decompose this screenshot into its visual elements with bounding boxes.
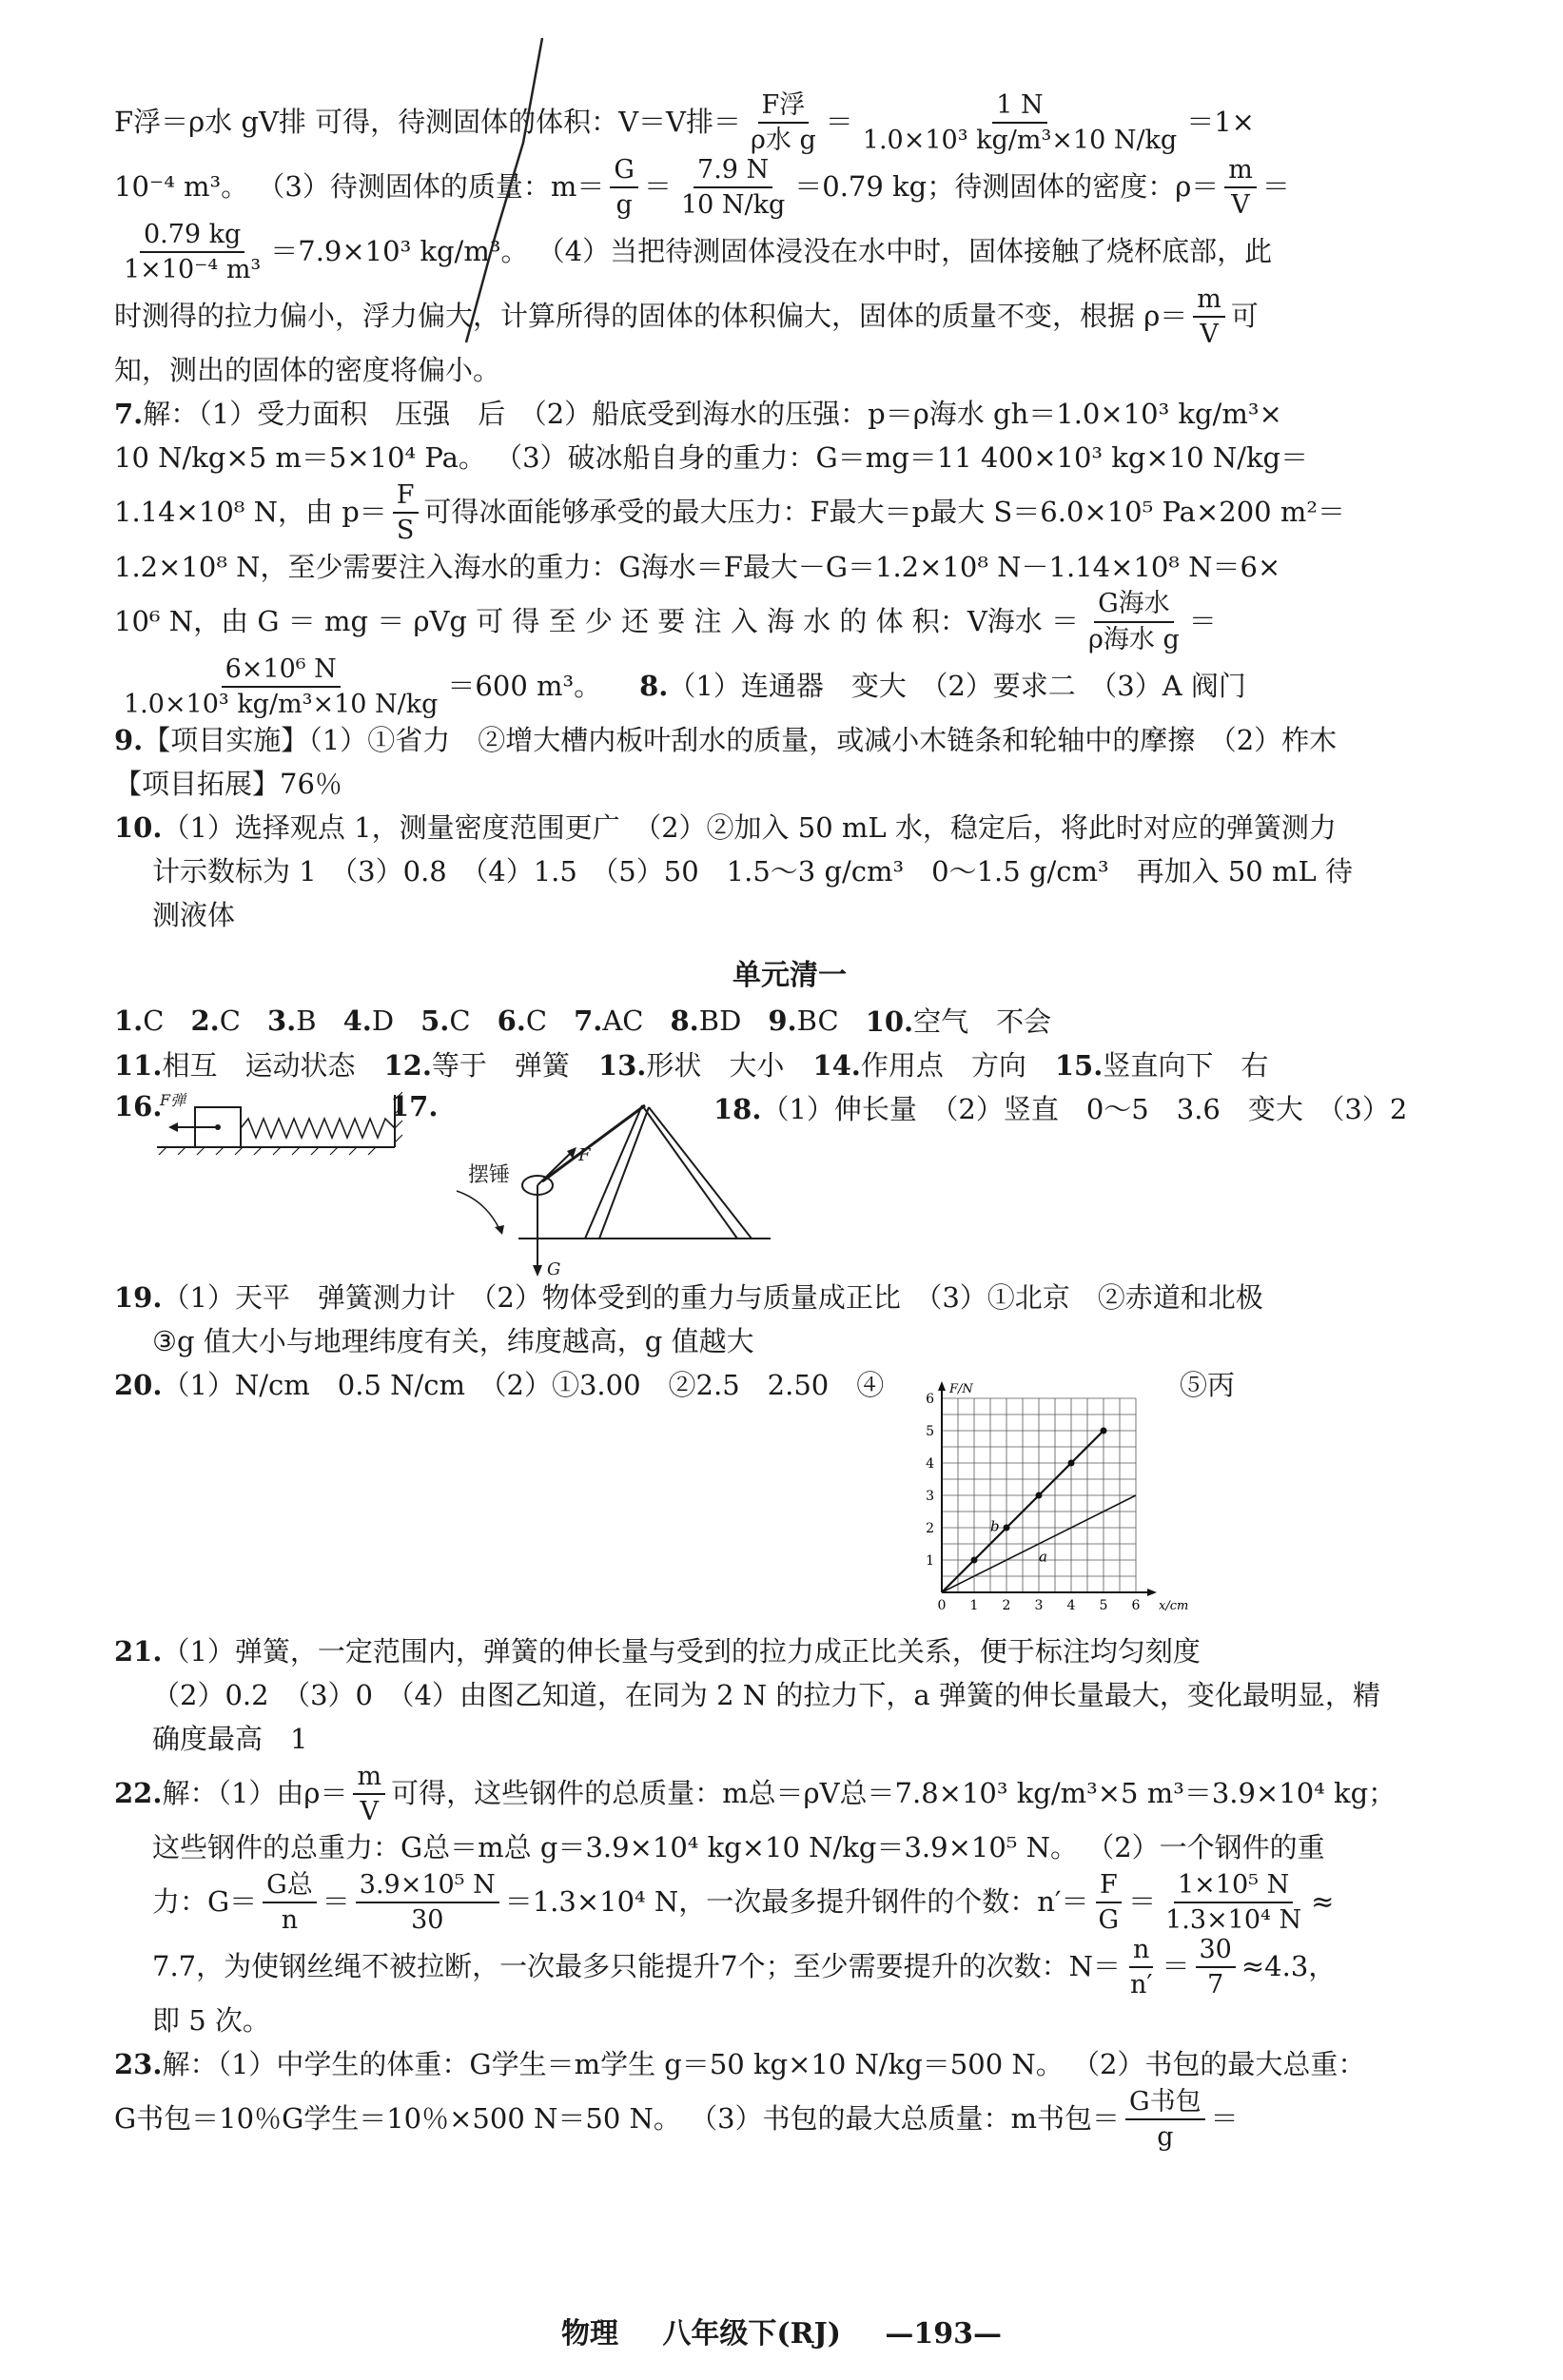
y-tick-label: 1 xyxy=(926,1552,934,1569)
fraction: $\frac{\text{1×10⁵ N}}{\text{1.3×10⁴ N}}$ xyxy=(1165,1869,1302,1935)
page-number: —193— xyxy=(885,2317,1003,2351)
text-line: 力：G＝ $\frac{\text{G总}}{n}$ ＝ $\frac{\text{3.9×10⁵ N}}{30}$ ＝1.3×10⁴ N，一次最多提升钢件的个数：n′＝ $\frac{F}{G}$ ＝ $\frac{\text{1×10⁵ N}}{\text{1.3×10⁴ N}}$ ≈ xyxy=(152,1869,1335,1935)
x-tick-label: 6 xyxy=(1131,1597,1141,1613)
fraction: $\frac{30}{7}$ xyxy=(1196,1935,1236,2000)
fraction: $\frac{1 N}{\text{1.0×10³ kg/m³×10 N/kg}}$ xyxy=(862,90,1178,156)
data-point xyxy=(1101,1427,1107,1434)
text-line: $\frac{0.79 kg}{\text{1×10⁻⁴ m³}}$ ＝7.9×10³ kg/m³。 （4）当把待测固体浸没在水中时，固体接触了烧杯底部，此 xyxy=(114,220,1465,284)
mc-item: 2.C xyxy=(190,1004,241,1037)
mc-item: 8.BD xyxy=(670,1004,742,1037)
force-extension-chart xyxy=(904,1364,1189,1621)
question-21: 21. （1）弹簧，一定范围内，弹簧的伸长量与受到的拉力成正比关系，便于标注均匀刻度 xyxy=(114,1634,1201,1668)
mc-item: 4.D xyxy=(342,1004,395,1037)
text-line: 10 N/kg×5 m＝5×10⁴ Pa。 （3）破冰船自身的重力：G＝mg＝11 400×10³ kg×10 N/kg＝ xyxy=(114,441,1309,475)
y-tick-label: 3 xyxy=(926,1488,934,1504)
x-axis-arrow xyxy=(1147,1589,1157,1596)
text-line: F浮＝ρ水 gV排 可得，待测固体的体积：V＝V排＝ $\frac{\text{F浮}}{\text{ρ水 g}}$ ＝ $\frac{1 N}{\text{1.0×10³ kg/m³×10 N/kg}}$ ＝1× xyxy=(114,90,1255,156)
fill-item: 14.作用点 方向 xyxy=(812,1049,1026,1083)
text-line: 10⁶ N，由 G ＝ mg ＝ ρVg 可 得 至 少 还 要 注 入 海 水 的 体 积：V海水 ＝ $\frac{\text{G海水}}{\text{ρ海水 g}}$ ＝ xyxy=(114,589,1217,654)
y-tick-label: 6 xyxy=(926,1391,934,1407)
text-line: （2）0.2 （3）0 （4）由图乙知道，在同为 2 N 的拉力下，a 弹簧的伸长量最大，变化最明显，精 xyxy=(152,1678,1380,1711)
text-line: 1.2×10⁸ N，至少需要注入海水的重力：G海水＝F最大－G＝1.2×10⁸ N－1.14×10⁸ N＝6× xyxy=(114,550,1281,583)
question-9: 9. 【项目实施】（1）①省力 ②增大槽内板叶刮水的质量，或减小木链条和轮轴中的摩擦 （2）柞木 xyxy=(114,723,1338,756)
text-line: $\frac{\text{6×10⁶ N}}{\text{1.0×10³ kg/m³×10 N/kg}}$ ＝600 m³。 8. （1）连通器 变大 （2）要求二 （3）A 阀门 xyxy=(114,654,1465,719)
fraction: $\frac{0.79 kg}{\text{1×10⁻⁴ m³}}$ xyxy=(124,220,262,285)
data-point xyxy=(1036,1492,1043,1498)
x-tick-label: 5 xyxy=(1099,1597,1108,1613)
question-10: 10. （1）选择观点 1，测量密度范围更广 （2）②加入 50 mL 水，稳定后，将此时对应的弹簧测力 xyxy=(114,810,1337,844)
fraction: $\frac{\text{F浮}}{\text{ρ水 g}}$ xyxy=(751,90,816,156)
mc-item: 7.AC xyxy=(574,1004,644,1037)
text-line: 测液体 xyxy=(152,898,236,931)
fill-item: 13.形状 大小 xyxy=(597,1049,785,1083)
grade: 八年级下(RJ) xyxy=(662,2317,841,2351)
text-line: 10⁻⁴ m³。 （3）待测固体的质量：m＝ $\frac{G}{g}$ ＝ $\frac{7.9 N}{10 N/kg}$ ＝0.79 kg；待测固体的密度：ρ＝ $\frac{m}{V}$ ＝ xyxy=(114,155,1290,221)
fraction: $\frac{G}{g}$ xyxy=(610,155,638,220)
fraction: $\frac{F}{S}$ xyxy=(393,480,419,545)
text-line: 时测得的拉力偏小，浮力偏大，计算所得的固体的体积偏大，固体的质量不变，根据 ρ＝ $\frac{m}{V}$ 可 xyxy=(114,284,1259,350)
series-label: a xyxy=(1039,1548,1047,1566)
text-line: 1.14×10⁸ N，由 p＝ $\frac{F}{S}$ 可得冰面能够承受的最大压力：F最大＝p最大 S＝6.0×10⁵ Pa×200 m²＝ xyxy=(114,480,1345,546)
page-footer xyxy=(0,2310,1563,2351)
mc-item: 10.空气 不会 xyxy=(865,1005,1052,1039)
fraction: $\frac{m}{V}$ xyxy=(1224,155,1257,220)
y-tick-label: 5 xyxy=(926,1423,934,1439)
x-tick-label: 3 xyxy=(1034,1597,1044,1613)
section-title: 单元清一 xyxy=(733,958,847,992)
fraction: $\frac{m}{V}$ xyxy=(1193,284,1225,349)
question-20: 20.（1）N/cm 0.5 N/cm （2）①3.00 ②2.5 2.50 ④ ⑤丙 0 1 2 3 4 5 6 1 2 3 4 5 6 x/cm F/N b a xyxy=(114,1364,1465,1630)
x-tick-label: 4 xyxy=(1066,1597,1076,1613)
fraction: $\frac{\text{6×10⁶ N}}{\text{1.0×10³ kg/m³×10 N/kg}}$ xyxy=(124,654,439,719)
figure-row: 16. F弹 17. 摆锤 F G 18.（1）伸长量 （2）竖直 0～5 3.6 变大 （3）2 xyxy=(114,1086,1465,1277)
fill-answers xyxy=(114,1043,1465,1086)
data-point xyxy=(971,1556,978,1563)
mc-item: 5.C xyxy=(420,1004,471,1037)
text-line: 确度最高 1 xyxy=(152,1722,308,1755)
mc-item: 1.C xyxy=(114,1004,165,1037)
answer-page xyxy=(114,90,1465,2152)
force-label: F弹 xyxy=(160,1090,186,1109)
mc-answers xyxy=(114,999,1465,1043)
fraction: $\frac{F}{G}$ xyxy=(1095,1870,1123,1935)
spring-diagram xyxy=(157,1090,404,1157)
text-line: 【项目拓展】76％ xyxy=(114,767,342,800)
text-line: 知，测出的固体的密度将偏小。 xyxy=(114,354,501,387)
x-tick-label: 2 xyxy=(1002,1597,1011,1613)
x-axis-label: x/cm xyxy=(1159,1598,1189,1613)
fill-item: 12.等于 弹簧 xyxy=(383,1049,570,1083)
mc-item: 6.C xyxy=(497,1004,548,1037)
y-axis-arrow xyxy=(938,1381,946,1391)
series-label: b xyxy=(990,1517,1000,1535)
mc-item: 9.BC xyxy=(768,1004,839,1037)
gravity-label: G xyxy=(547,1258,561,1279)
fill-item: 11.相互 运动状态 xyxy=(114,1049,356,1083)
question-7: 7. 解：（1）受力面积 压强 后 （2）船底受到海水的压强：p＝ρ海水 gh＝1.0×10³ kg/m³× xyxy=(114,398,1282,431)
question-23: 23. 解：（1）中学生的体重：G学生＝m学生 g＝50 kg×10 N/kg＝500 N。 （2）书包的最大总重： xyxy=(114,2047,1366,2080)
fraction: $\frac{\text{G书包}}{g}$ xyxy=(1125,2087,1205,2152)
question-19: 19. （1）天平 弹簧测力计 （2）物体受到的重力与质量成正比 （3）①北京 ②赤道和北极 xyxy=(114,1280,1263,1314)
y-tick-label: 4 xyxy=(926,1455,934,1472)
fraction: $\frac{m}{V}$ xyxy=(353,1762,385,1826)
fraction: $\frac{\text{3.9×10⁵ N}}{30}$ xyxy=(356,1870,499,1935)
y-axis-label: F/N xyxy=(949,1381,973,1396)
text-line: 这些钢件的总重力：G总＝m总 g＝3.9×10⁴ kg×10 N/kg＝3.9×10⁵ N。 （2）一个钢件的重 xyxy=(152,1830,1325,1863)
question-18: 18.（1）伸长量 （2）竖直 0～5 3.6 变大 （3）2 xyxy=(713,1092,1408,1125)
hammer-label: 摆锤 xyxy=(468,1162,511,1187)
question-22: 22. 解：（1）由ρ＝ $\frac{m}{V}$ 可得，这些钢件的总质量：m总＝ρV总＝7.8×10³ kg/m³×5 m³＝3.9×10⁴ kg； xyxy=(114,1761,1397,1826)
fill-item: 15.竖直向下 右 xyxy=(1054,1049,1269,1083)
y-tick-label: 2 xyxy=(926,1520,934,1536)
data-point xyxy=(1004,1524,1010,1531)
fraction: $\frac{n}{n'}$ xyxy=(1129,1934,1153,2000)
fraction: $\frac{7.9 N}{10 N/kg}$ xyxy=(680,155,786,221)
text-line: ③g 值大小与地理纬度有关，纬度越高，g 值越大 xyxy=(152,1324,754,1357)
text-line: G书包＝10％G学生＝10％×500 N＝50 N。 （3）书包的最大总质量：m书包＝ $\frac{\text{G书包}}{g}$ ＝ xyxy=(114,2086,1239,2152)
mc-item: 3.B xyxy=(266,1004,317,1037)
subject: 物理 xyxy=(560,2317,618,2351)
data-point xyxy=(1068,1459,1075,1466)
text-line: 即 5 次。 xyxy=(152,2003,270,2037)
force-label: F xyxy=(578,1144,591,1165)
x-tick-label: 0 xyxy=(937,1597,947,1613)
fraction: $\frac{\text{G总}}{n}$ xyxy=(263,1870,317,1935)
fraction: $\frac{\text{G海水}}{\text{ρ海水 g}}$ xyxy=(1088,589,1180,654)
pen-mark-decoration xyxy=(428,38,561,352)
text-line: 计示数标为 1 （3）0.8 （4）1.5 （5）50 1.5～3 g/cm³ 0～1.5 g/cm³ 再加入 50 mL 待 xyxy=(152,854,1353,888)
x-tick-label: 1 xyxy=(969,1597,979,1613)
text-line: 7.7，为使钢丝绳不被拉断，一次最多只能提升7个；至少需要提升的次数：N＝ $\frac{n}{n'}$ ＝ $\frac{30}{7}$ ≈4.3， xyxy=(152,1934,1337,2000)
